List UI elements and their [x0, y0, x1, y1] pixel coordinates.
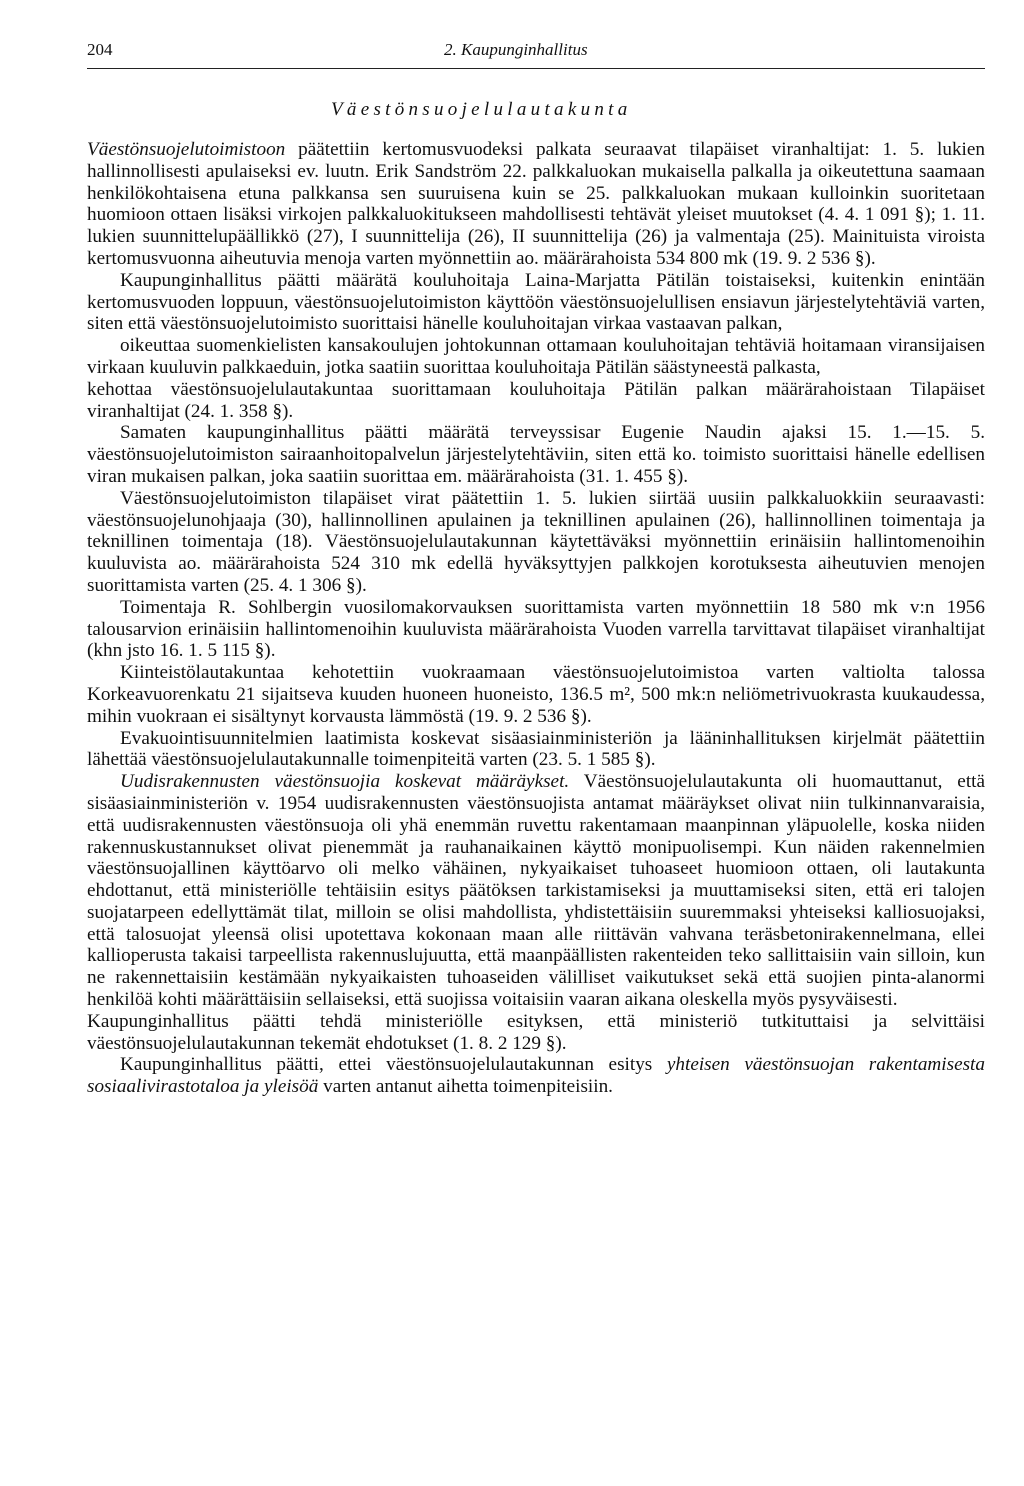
paragraph-lead: Uudisrakennusten väestönsuojia koskevat määräykset.	[120, 771, 570, 793]
paragraph-1	[87, 139, 985, 270]
paragraph-text: Kaupunginhallitus päätti tehdä ministeriölle esityksen, että ministeriö tutkituttaisi ja selvittäisi väestönsuojelulautakunnan tekemät ehdotukset (1. 8. 2 129 §).	[87, 1010, 985, 1054]
paragraph-text: oikeuttaa suomenkielisten kansakoulujen johtokunnan ottamaan kouluhoitajan tehtäviä hoitamaan viransijaisen virkaan kuuluvin palkkaeduin, jotka saatiin suorittaa kouluhoitaja Pätilän säästyneestä palkasta,	[87, 335, 985, 378]
paragraph-8	[87, 662, 985, 727]
paragraph-text: Samaten kaupunginhallitus päätti määrätä terveyssisar Eugenie Naudin ajaksi 15. 1.—15. 5. väestönsuojelutoimiston sairaanhoitopalvelun järjestelytehtäviin, siten että ko. toimisto suorittaisi hänelle edellisen viran mukaisen palkan, joka saatiin suorittaa em. määrärahoista (31. 1. 455 §).	[87, 422, 985, 487]
paragraph-7	[87, 597, 985, 662]
paragraph-12	[87, 1054, 985, 1098]
page-number: 204	[87, 40, 113, 59]
paragraph-text: Kiinteistölautakuntaa kehotettiin vuokraamaan väestönsuojelutoimistoa varten valtiolta talossa Korkeavuorenkatu 21 sijaitseva kuuden huoneen huoneisto, 136.5 m², 500 mk:n neliömetrivuokrasta kuukaudessa, mihin vuokraan ei sisältynyt korvausta lämmöstä (19. 9. 2 536 §).	[87, 662, 985, 727]
paragraph-10	[87, 771, 985, 1011]
paragraph-text: Kaupunginhallitus päätti, ettei väestönsuojelulautakunnan esitys	[120, 1054, 667, 1076]
paragraph-text: Evakuointisuunnitelmien laatimista koskevat sisäasiainministeriön ja lääninhallituksen kirjelmät päätettiin lähettää väestönsuojelulautakunnalle toimenpiteitä varten (23. 5. 1 585 §).	[87, 727, 985, 771]
paragraph-text: Kaupunginhallitus päätti määrätä kouluhoitaja Laina-Marjatta Pätilän toistaiseksi, kuitenkin enintään kertomusvuoden loppuun, väestönsuojelutoimiston käyttöön väestönsuojelullisen ensiavun järjestelytehtäviä varten, siten että väestönsuojelutoimisto suorittaisi hänelle kouluhoitajan virkaa vastaavan palkan,	[87, 269, 985, 335]
paragraph-3	[87, 335, 985, 379]
paragraph-6	[87, 488, 985, 597]
body-text	[87, 139, 985, 1098]
paragraph-11	[87, 1011, 985, 1055]
paragraph-9	[87, 728, 985, 772]
paragraph-4	[87, 379, 985, 423]
paragraph-text: varten antanut aihetta toimenpiteisiin.	[318, 1076, 613, 1098]
header-divider	[87, 68, 985, 69]
paragraph-text: Väestönsuojelutoimiston tilapäiset virat päätettiin 1. 5. lukien siirtää uusiin palkkaluokkiin seuraavasti: väestönsuojelunohjaaja (30), hallinnollinen apulainen ja teknillinen apulainen (26), hallinnollinen toimentaja ja teknillinen toimentaja (18). Väestönsuojelulautakunnan käytettäväksi myönnettiin erinäisiin hallintomenoihin kuuluvista ao. määrärahoista 524 310 mk edellä hyväksyttyjen palkkojen korotuksesta aiheutuvien menojen suorittamista varten (25. 4. 1 306 §).	[87, 487, 985, 596]
running-title: 2. Kaupunginhallitus	[444, 40, 588, 59]
paragraph-text: päätettiin kertomusvuodeksi palkata seuraavat tilapäiset viranhaltijat: 1. 5. lukien hallinnollisesti apulaiseksi ev. luutn. Erik Sandström 22. palkkaluokan mukaisella palkalla ja oikeutettuna saamaan henkilökohtaisena etuna palkkansa sen suuruisena kuin se 25. palkkaluokan mukaan kulloinkin suoritetaan huomioon ottaen lisäksi virkojen palkkaluokitukseen mahdollisesti tehtävät yleiset muutokset (4. 4. 1 091 §); 1. 11. lukien suunnittelupäällikkö (27), I suunnittelija (26), II suunnittelija (26) ja valmentaja (25). Mainituista viroista kertomusvuonna aiheutuvia menoja varten myönnettiin ao. määrärahoista 534 800 mk (19. 9. 2 536 §).	[87, 139, 985, 269]
paragraph-text: Väestönsuojelulautakunta oli huomauttanut, että sisäasiainministeriön v. 1954 uudisrakennusten väestönsuojista antamat määräykset olivat niin tulkinnanvaraisia, että uudisrakennusten väestönsuoja oli yhä enemmän ruvettu rakentamaan maanpinnan yläpuolelle, koska niiden rakennuskustannukset olivat pienemmät ja rauhanaikainen käyttö monipuolisempi. Kun näiden rakennelmien väestönsuojallinen käyttöarvo oli melko vähäinen, nykyaikaiset tuhoaseet huomioon ottaen, oli lautakunta ehdottanut, että ministeriölle tehtäisiin esitys päätöksen tarkistamiseksi ja muuttamiseksi siten, että eri talojen suojatarpeen edellyttämät tilat, milloin se olisi mahdollista, yhdistettäisiin suuremmaksi yhteiseksi kalliosuojaksi, että talosuojat yleensä olisi upotettava kokonaan maan alle riittävän vahvana teräsbetonirakennelmana, ellei kallioperusta takaisi tarpeellista rakennuslujuutta, että maanpäällisten rakenteiden teko sallittaisiin vain silloin, kun ne rakennettaisiin kestämään nykyaikaisten tuhoaseiden välilliset vaikutukset sekä että suojien pinta-alanormi henkilöä kohti määrättäisiin sellaiseksi, että suojissa voitaisiin vaaran aikana oleskella myös pysyväisesti.	[87, 771, 985, 1011]
paragraph-lead: Väestönsuojelutoimistoon	[87, 139, 286, 160]
page-header	[87, 38, 985, 62]
paragraph-2	[87, 270, 985, 335]
paragraph-5	[87, 422, 985, 487]
paragraph-text: kehottaa väestönsuojelulautakuntaa suorittamaan kouluhoitaja Pätilän palkan määrärahoistaan Tilapäiset viranhaltijat (24. 1. 358 §).	[87, 378, 985, 422]
section-heading: Väestönsuojelulautakunta	[331, 99, 632, 120]
document-page	[87, 38, 985, 1098]
paragraph-emphasis: yhteisen väestönsuojan rakentamisesta sosiaalivirastotaloa ja yleisöä	[87, 1054, 985, 1098]
paragraph-text: Toimentaja R. Sohlbergin vuosilomakorvauksen suorittamista varten myönnettiin 18 580 mk v:n 1956 talousarvion erinäisiin hallintomenoihin kuuluvista määrärahoista Vuoden varrella tarvittavat tilapäiset viranhaltijat (khn jsto 16. 1. 5 115 §).	[87, 596, 985, 662]
